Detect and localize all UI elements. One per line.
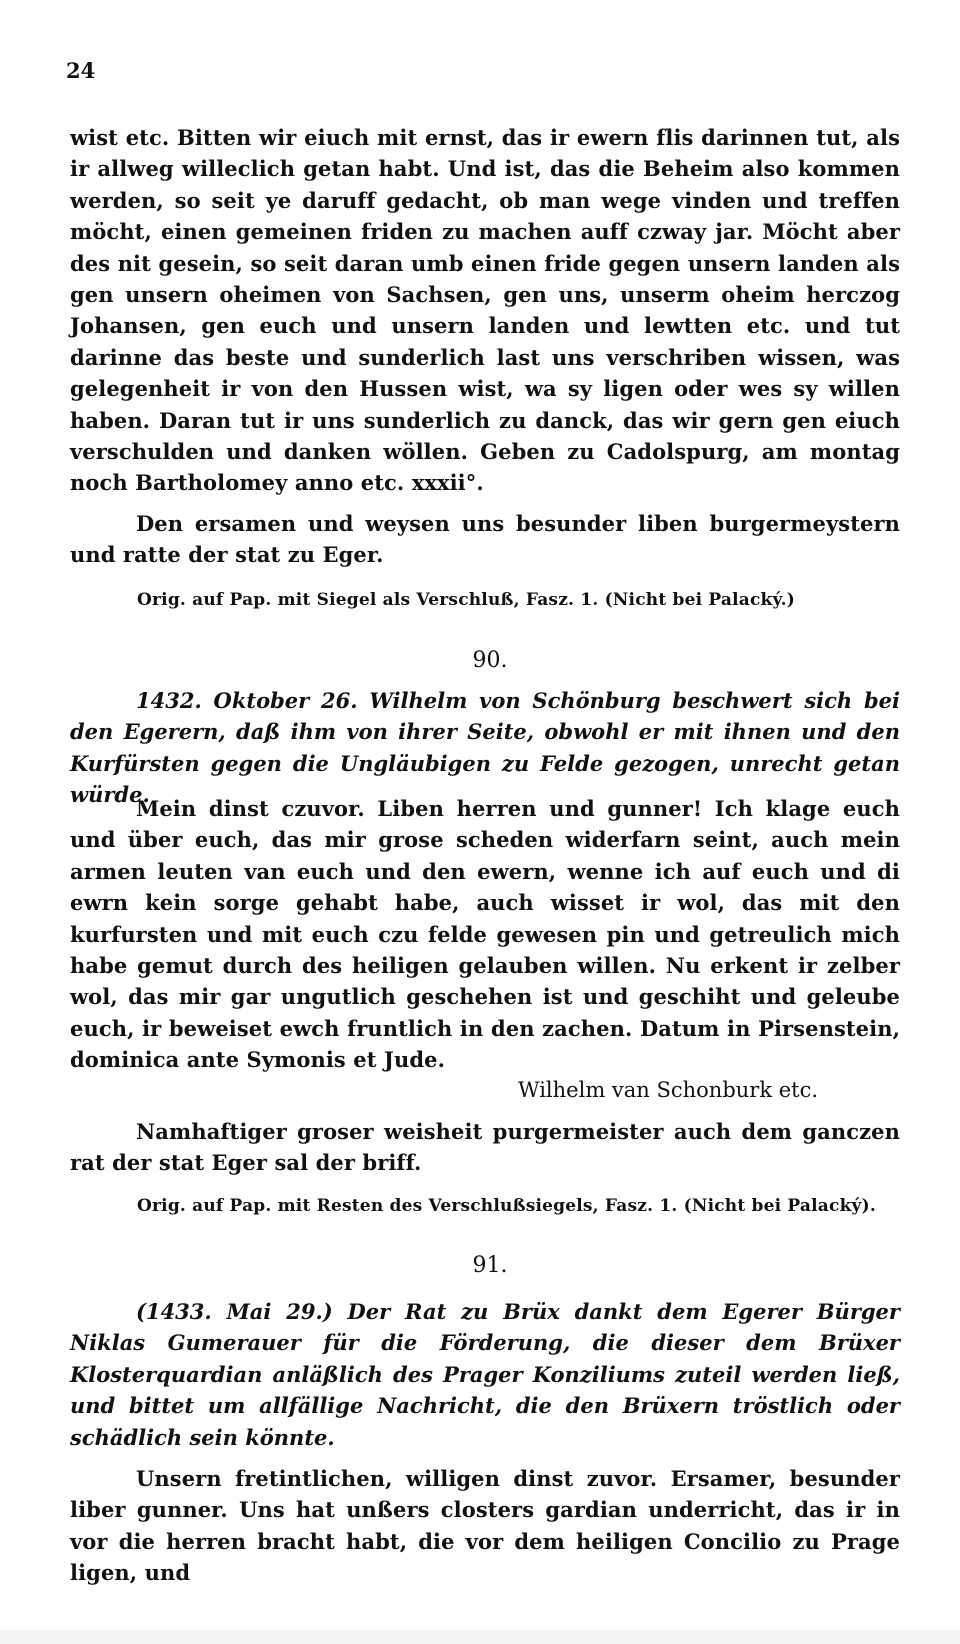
- letter-90-paragraph: Mein dinst czuvor. Liben herren und gunner! Ich klage euch und über euch, das mir grose scheden widerfarn seint, auch mein armen leuten van euch und den ewern, wenne ich auf euch und di ewrn kein sorge gehabt habe, auch wisset ir wol, das mit den kurfursten und mit euch czu felde gewesen pin und getreulich mich habe gemut durch des heiligen gelauben willen. Nu erkent ir zelber wol, das mir gar ungutlich geschehen ist und geschiht und geleube euch, ir beweiset ewch fruntlich in den zachen. Datum in Pirsenstein, dominica ante Symonis et Jude.: [70, 796, 900, 1073]
- letter-89-address: [70, 508, 900, 571]
- letter-89-source-note: Orig. auf Pap. mit Siegel als Verschluß, Fasz. 1. (Nicht bei Palacký.): [137, 590, 795, 610]
- letter-89-paragraph: wist etc. Bitten wir eiuch mit ernst, das ir ewern flis darinnen tut, als ir allweg willeclich getan habt. Und ist, das die Beheim also kommen werden, so seit ye daruff gedacht, ob man wege vinden und treffen möcht, einen gemeinen friden zu machen auff czway jar. Möcht aber des nit gesein, so seit daran umb einen fride gegen unsern landen als gen unsern oheimen von Sachsen, gen uns, unserm oheim herczog Johansen, gen euch und unsern landen und lewtten etc. und tut darinne das beste und sunderlich last uns verschriben wissen, was gelegenheit ir von den Hussen wist, wa sy ligen oder wes sy willen haben. Daran tut ir uns sunderlich zu danck, das wir gern gen eiuch verschulden und danken wöllen. Geben zu Cadolspurg, am montag noch Bartholomey anno etc. xxxii°.: [70, 125, 900, 496]
- page-number: 24: [66, 58, 96, 83]
- document-number-91: 91.: [472, 1253, 508, 1278]
- letter-89-text: [70, 122, 900, 499]
- letter-89-address-text: Den ersamen und weysen uns besunder liben burgermeystern und ratte der stat zu Eger.: [70, 511, 900, 568]
- letter-90-source-note: Orig. auf Pap. mit Resten des Verschlußsiegels, Fasz. 1. (Nicht bei Palacký).: [137, 1196, 876, 1216]
- letter-90-address-text: Namhaftiger groser weisheit purgermeister auch dem ganczen rat der stat Eger sal der briff.: [70, 1119, 900, 1176]
- page-bottom-edge: [0, 1630, 960, 1644]
- letter-90-text: [70, 793, 900, 1076]
- document-91-regest: (1433. Mai 29.) Der Rat zu Brüx dankt dem Egerer Bürger Niklas Gumerauer für die Förderung, die dieser dem Brüxer Klosterquardian anläßlich des Prager Konziliums zuteil werden ließ, und bittet um allfällige Nachricht, die den Brüxern tröstlich oder schädlich sein könnte.: [70, 1299, 900, 1450]
- letter-91-text: [70, 1463, 900, 1589]
- letter-91-paragraph: Unsern fretintlichen, willigen dinst zuvor. Ersamer, besunder liber gunner. Uns hat unßers closters gardian underricht, das ir in vor die herren bracht habt, die vor dem heiligen Concilio zu Prage ligen, und: [70, 1466, 900, 1586]
- letter-90-signature: Wilhelm van Schonburk etc.: [518, 1078, 819, 1102]
- document-number-90: 90.: [472, 648, 508, 673]
- letter-90-address: [70, 1116, 900, 1179]
- document-90-regest: 1432. Oktober 26. Wilhelm von Schönburg beschwert sich bei den Egerern, daß ihm von ihrer Seite, obwohl er mit ihnen und den Kurfürsten gegen die Ungläubigen zu Felde gezogen, unrecht getan würde.: [70, 688, 900, 808]
